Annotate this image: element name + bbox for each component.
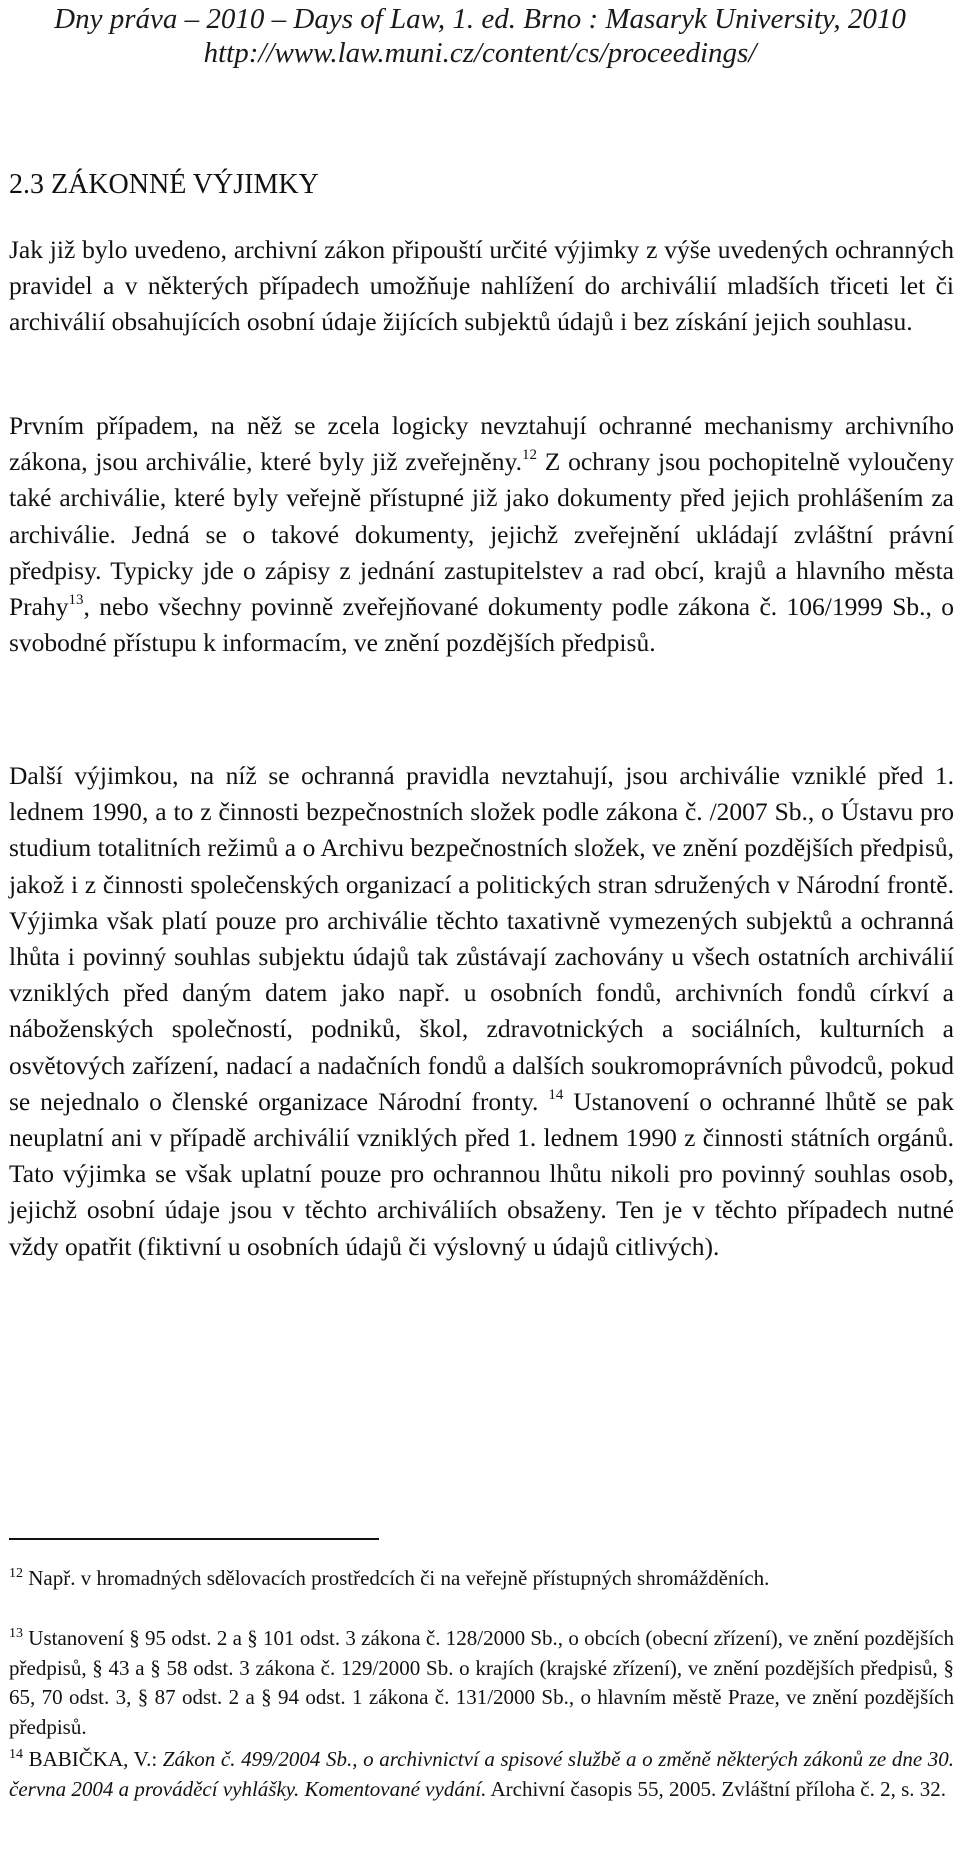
footnote-12 [9, 1564, 954, 1594]
footnote-number: 13 [9, 1626, 23, 1641]
footnote-text: Ustanovení § 95 odst. 2 a § 101 odst. 3 zákona č. 128/2000 Sb., o obcích (obecní zřízení), ve znění pozdějších předpisů, § 43 a § 58 odst. 3 zákona č. 129/2000 Sb. o krajích (krajské zřízení), ve znění pozdějších předpisů, § 65, 70 odst. 3, § 87 odst. 2 a § 94 odst. 1 zákona č. 131/2000 Sb., o hlavním městě Praze, ve znění pozdějších předpisů. [9, 1626, 954, 1739]
footnote-text: Např. v hromadných sdělovacích prostředcích či na veřejně přístupných shromážděních. [23, 1566, 770, 1590]
paragraph-text: Další výjimkou, na níž se ochranná pravidla nevztahují, jsou archiválie vzniklé před 1. lednem 1990, a to z činnosti bezpečnostních složek podle zákona č. /2007 Sb., o Ústavu pro studium totalitních režimů a o Archivu bezpečnostních složek, ve znění pozdějších předpisů, jakož i z činnosti společenských organizací a politických stran sdružených v Národní frontě. Výjimka však platí pouze pro archiválie těchto taxativně vymezených subjektů a ochranná lhůta i povinný souhlas subjektu údajů tak zůstávají zachovány u všech ostatních archiválií vzniklých před daným datem jako např. u osobních fondů, archivních fondů církví a náboženských společností, podniků, škol, zdravotnických a sociálních, kulturních a osvětových zařízení, nadací a nadačních fondů a dalších soukromoprávních původců, pokud se nejednalo o členské organizace Národní fronty. [9, 761, 954, 1116]
paragraph-text: Ustanovení o ochranné lhůtě se pak neuplatní ani v případě archiválií vzniklých před 1. lednem 1990 z činnosti státních orgánů. Tato výjimka se však uplatní pouze pro ochrannou lhůtu nikoli pro povinný souhlas osob, jejichž osobní údaje jsou v těchto archiváliích obsaženy. Ten je v těchto případech nutné vždy opatřit (fiktivní u osobních údajů či výslovný u údajů citlivých). [9, 1086, 954, 1261]
paragraph-intro: Jak již bylo uvedeno, archivní zákon připouští určité výjimky z výše uvedených ochranných pravidel a v některých případech umožňuje nahlížení do archiválií mladších třiceti let či archiválií obsahujících osobní údaje žijících subjektů údajů i bez získání jejich souhlasu. [9, 235, 954, 337]
section-heading: 2.3 ZÁKONNÉ VÝJIMKY [9, 169, 319, 200]
footnote-source: Archivní časopis 55, 2005. Zvláštní příloha č. 2, s. 32. [486, 1776, 947, 1801]
footnote-ref-13: 13 [68, 592, 84, 609]
footnote-number: 14 [9, 1747, 23, 1762]
paragraph-text: Prvním případem, na něž se zcela logicky nevztahují ochranné mechanismy archivního zákona, jsou archiválie, které byly již zveřejněny. [9, 411, 954, 477]
running-header-url: http://www.law.muni.cz/content/cs/proceedings/ [203, 37, 757, 69]
footnote-book-title: Zákon č. 499/2004 Sb., o archivnictví a spisové službě a o změně některých zákonů ze dne 30. června 2004 a prováděcí vyhlášky. Komentované vydání. [9, 1747, 954, 1801]
footnote-14 [9, 1745, 954, 1804]
footnote-ref-12: 12 [521, 447, 537, 464]
footnote-author: BABIČKA, V.: [23, 1747, 163, 1771]
paragraph-text: , nebo všechny povinně zveřejňované dokumenty podle zákona č. 106/1999 Sb., o svobodné přístupu k informacím, ve znění pozdějších předpisů. [9, 592, 954, 658]
footnote-separator [9, 1538, 379, 1540]
paragraph-pre-1990-records [9, 758, 954, 1265]
paragraph-published-records [9, 408, 954, 661]
footnote-ref-14: 14 [548, 1086, 564, 1103]
paragraph-text: Z ochrany jsou pochopitelně vyloučeny také archiválie, které byly veřejně přístupné již jako dokumenty před jejich prohlášením za archiválie. Jedná se o takové dokumenty, jejichž zveřejnění ukládají zvláštní právní předpisy. Typicky jde o zápisy z jednání zastupitelstev a rad obcí, krajů a hlavního města Prahy [9, 447, 954, 622]
running-header-citation: Dny práva – 2010 – Days of Law, 1. ed. Brno : Masaryk University, 2010 [54, 3, 906, 35]
footnote-number: 12 [9, 1566, 23, 1581]
footnote-13 [9, 1624, 954, 1742]
